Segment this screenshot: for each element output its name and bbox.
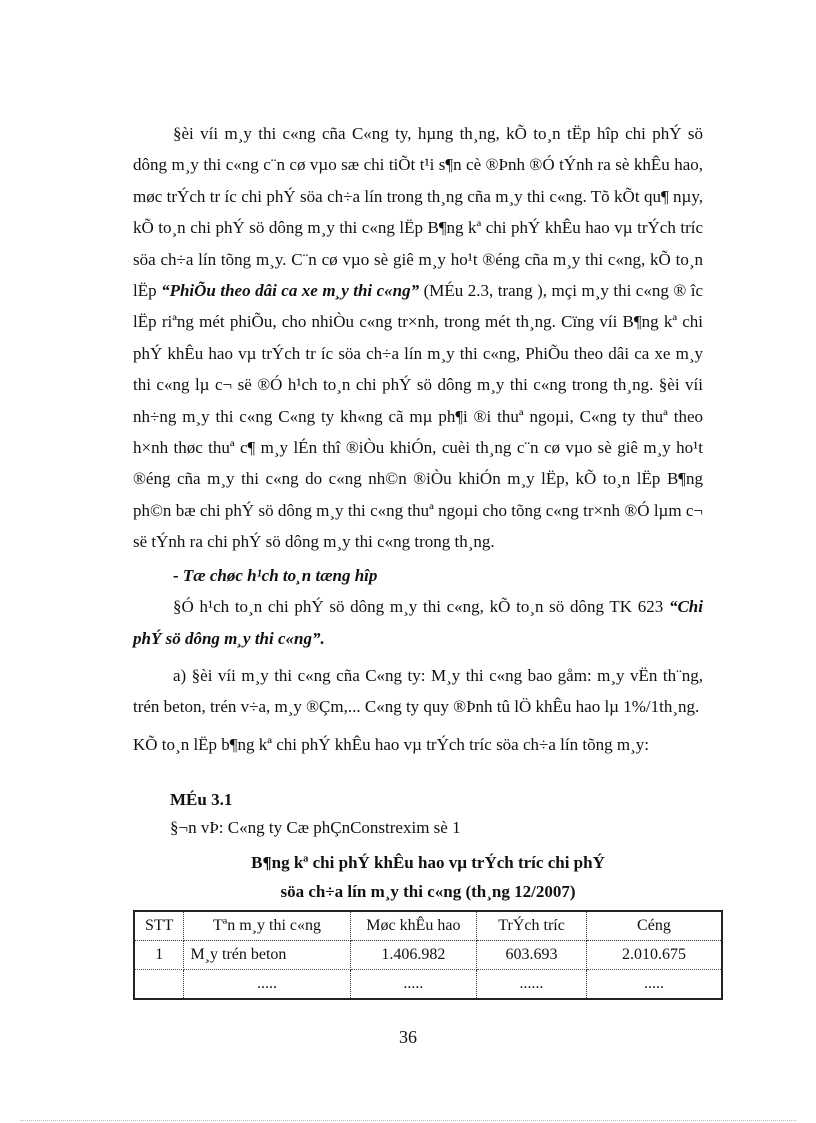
depreciation-table (133, 910, 723, 1000)
cell-machine-name: M¸y trén beton (184, 941, 350, 970)
paragraph-2-text: §Ó h¹ch to¸n chi phÝ sö dông m¸y thi c«ng, kÕ to¸n sö dông TK 623 (173, 597, 664, 617)
cell-stt: 1 (134, 941, 184, 970)
form-title-emphasis: “PhiÕu theo dâi ca xe m¸y thi c«ng” (161, 281, 420, 301)
body-text (133, 118, 703, 760)
unit-line: §¬n vÞ: C«ng ty Cæ phÇnConstrexim sè 1 (170, 818, 461, 837)
cell-stt (134, 970, 184, 1000)
paragraph-2 (133, 591, 703, 654)
header-total: Céng (586, 911, 722, 941)
header-depreciation: Møc khÊu hao (350, 911, 477, 941)
header-accrual: TrÝch tríc (477, 911, 587, 941)
paragraph-4: KÕ to¸n lËp b¶ng kª chi phÝ khÊu hao vµ trÝch tríc söa ch÷a lín tõng m¸y: (133, 734, 649, 754)
cell-depreciation: ..... (350, 970, 477, 1000)
header-machine-name: Tªn m¸y thi c«ng (184, 911, 350, 941)
table-title-line-1: B¶ng kª chi phÝ khÊu hao vµ trÝch tríc chi phÝ (251, 853, 605, 872)
header-stt: STT (134, 911, 184, 941)
paragraph-1-text: §èi víi m¸y thi c«ng cña C«ng ty, hµng th¸ng, kÕ to¸n tËp hîp chi phÝ sö dông m¸y thi c«ng c¨n cø vµo sæ chi tiÕt t¹i s¶n cè ®Þnh ®Ó tÝnh ra sè khÊu hao, møc trÝch tr íc chi phÝ söa ch÷a lín trong th¸ng cña m¸y thi c«ng. Tõ kÕt qu¶ nµy, kÕ to¸n chi phÝ sö dông m¸y thi c«ng lËp B¶ng kª chi phÝ khÊu hao vµ trÝch tríc söa ch÷a lín tõng m¸y. C¨n cø vµo sè giê m¸y ho¹t ®éng cña m¸y thi c«ng, kÕ to¸n lËp (133, 124, 703, 301)
table-row (134, 941, 722, 970)
cell-accrual: ...... (477, 970, 587, 1000)
cell-total: 2.010.675 (586, 941, 722, 970)
cell-accrual: 603.693 (477, 941, 587, 970)
paragraph-1-continued: (MÉu 2.3, trang ), mçi m¸y thi c«ng ® îc lËp riªng mét phiÕu, cho nhiÒu c«ng tr×nh, trong mét th¸ng. Cïng víi B¶ng kª chi phÝ khÊu hao vµ trÝch tr íc söa ch÷a lín m¸y thi c«ng, PhiÕu theo dâi ca xe m¸y thi c«ng lµ c¬ së ®Ó h¹ch to¸n chi phÝ sö dông m¸y thi c«ng trong th¸ng. §èi víi nh÷ng m¸y thi c«ng C«ng ty kh«ng cã mµ ph¶i ®i thuª ngoµi, C«ng ty thuª theo h×nh thøc thuª c¶ m¸y lÉn thî ®iÒu khiÓn, cuèi th¸ng c¨n cø vµo sè giê m¸y ho¹t ®éng cña m¸y thi c«ng do c«ng nh©n ®iÒu khiÓn m¸y lËp, kÕ to¸n lËp B¶ng ph©n bæ chi phÝ sö dông m¸y thi c«ng thuª ngoµi cho tõng c«ng tr×nh ®Ó lµm c¬ së tÝnh ra chi phÝ sö dông m¸y thi c«ng trong th¸ng. (133, 281, 703, 552)
cell-total: ..... (586, 970, 722, 1000)
page-bottom-border (20, 1120, 796, 1121)
appendix-block (170, 786, 461, 842)
table-header-row (134, 911, 722, 941)
table-title-line-2: söa ch÷a lín m¸y thi c«ng (th¸ng 12/2007) (280, 882, 576, 901)
cell-machine-name: ..... (184, 970, 350, 1000)
paragraph-3: a) §èi víi m¸y thi c«ng cña C«ng ty: M¸y thi c«ng bao gåm: m¸y vËn th¨ng, trén beton, trén v÷a, m¸y ®Çm,... C«ng ty quy ®Þnh tû lÖ khÊu hao lµ 1%/1th¸ng. (133, 665, 703, 717)
account-name-emphasis: “Chi phÝ sö dông m¸y thi c«ng”. (133, 597, 703, 648)
appendix-label: MÉu 3.1 (170, 790, 233, 809)
table-title (133, 848, 723, 906)
paragraph-1 (133, 118, 703, 558)
page-number: 36 (399, 1027, 417, 1047)
section-heading: - Tæ chøc h¹ch to¸n tæng hîp (173, 565, 378, 585)
cell-depreciation: 1.406.982 (350, 941, 477, 970)
table-row (134, 970, 722, 1000)
